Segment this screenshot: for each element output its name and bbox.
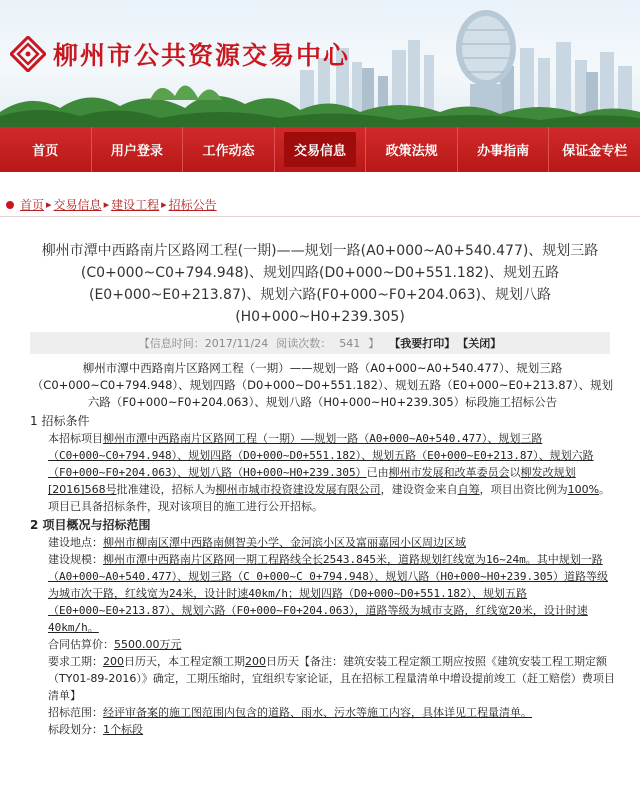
- price-value: 5500.00万元: [114, 638, 182, 651]
- approval-authority: 柳州市发展和改革委员会: [388, 466, 510, 479]
- article-title: 柳州市潭中西路南片区路网工程(一期)——规划一路(A0+000~A0+540.477)、规划三路(C0+000~C0+794.948)、规划四路(D0+000~D0+551.182)、规划五路(E0+000~E0+213.87)、规划六路(F0+000~F0+204.063)、规划八路(H0+000~H0+239.305): [41, 243, 599, 325]
- info-reads-value: 541: [339, 336, 361, 350]
- site-title: 柳州市公共资源交易中心: [53, 41, 351, 70]
- text-run: 本招标项目: [48, 432, 103, 445]
- nav-deposit[interactable]: [549, 127, 640, 172]
- nav-home[interactable]: [0, 127, 92, 172]
- main-nav: [0, 127, 640, 172]
- print-link[interactable]: 【我要打印】: [389, 337, 456, 350]
- project-name: 柳州市潭中西路南片区路网工程（一期）——规划一路（A0+000~A0+540.477）、规划三路（C0+000~C0+794.948）、规划四路（D0+000~D0+551.182）、规划五路（E0+000~E0+213.87）、规划六路（F0+000~F0+204.063）、规划八路（H0+000~H0+239.305）: [48, 432, 594, 479]
- tenderer-name: 柳州市城市投资建设发展有限公司: [215, 483, 381, 496]
- section-split-label: 标段划分：: [48, 723, 103, 736]
- period-days: 200: [103, 655, 124, 668]
- divider: [0, 216, 640, 217]
- scope-label: 招标范围：: [48, 706, 103, 719]
- chevron-right-icon: ▸: [46, 198, 52, 211]
- section-1-title: 1 招标条件: [30, 414, 90, 428]
- breadcrumb-trade-info[interactable]: 交易信息: [53, 198, 102, 212]
- period-row: [30, 653, 615, 704]
- text-run: ，项目出资比例为: [479, 483, 568, 496]
- nav-label: 工作动态: [202, 144, 255, 159]
- price-label: 合同估算价：: [48, 638, 114, 651]
- scale-value: 柳州市潭中西路南片区路网一期工程路线全长2543.845米，道路规划红线宽为16~24m。其中规划一路（A0+000~A0+540.477）、规划三路（C 0+000~C 0+794.948）、规划八路（H0+000~H0+239.305）道路等级为城市次干路，红线宽为24米，设计时速40km/h；规划四路（D0+000~D0+551.182）、规划五路（E0+000~E0+213.87）、规划六路（F0+000~F0+204.063），道路等级为城市支路，红线宽20米，设计时速40km/h。: [48, 553, 608, 634]
- notice-heading: 柳州市潭中西路南片区路网工程（一期）——规划一路（A0+000~A0+540.477）、规划三路（C0+000~C0+794.948）、规划四路（D0+000~D0+551.182）、规划五路（E0+000~E0+213.87）、规划六路（F0+000~F0+204.063）、规划八路（H0+000~H0+239.305）标段施工招标公告: [31, 361, 614, 409]
- chevron-right-icon: ▸: [161, 198, 167, 211]
- nav-guide[interactable]: [458, 127, 550, 172]
- nav-label: 办事指南: [477, 144, 530, 159]
- nav-label: 用户登录: [110, 144, 163, 159]
- breadcrumb-construction[interactable]: 建设工程: [111, 198, 160, 212]
- section-split-value: 1个标段: [103, 723, 143, 736]
- location-value: 柳州市柳南区潭中西路南侧智美小学、金河滨小区及富丽嘉园小区周边区域: [103, 536, 466, 549]
- text-run: 日历天，本工程定额工期: [124, 655, 245, 668]
- location-label: 建设地点：: [48, 536, 103, 549]
- chevron-right-icon: ▸: [103, 198, 110, 211]
- article-body: [30, 360, 615, 738]
- breadcrumb-home[interactable]: 首页: [20, 198, 45, 212]
- close-link[interactable]: 【关闭】: [457, 337, 502, 350]
- info-reads-label: 阅读次数：: [276, 337, 332, 350]
- info-time-label: 【信息时间：: [138, 337, 205, 350]
- scope-value: 经评审备案的施工图范围内包含的道路、雨水、污水等施工内容，具体详见工程量清单。: [103, 706, 532, 719]
- scale-label: 建设规模：: [48, 553, 103, 566]
- nav-label: 政策法规: [385, 144, 438, 159]
- nav-policy[interactable]: [366, 127, 458, 172]
- scale-row: [30, 551, 615, 636]
- nav-work-news[interactable]: [183, 127, 275, 172]
- text-run: ，建设资金来自: [380, 483, 458, 496]
- header-banner: [0, 0, 640, 127]
- section-1-paragraph: [30, 430, 615, 515]
- nav-trade-info[interactable]: [275, 127, 367, 172]
- info-reads-close: 】: [368, 337, 380, 350]
- period-note: 日历天【备注：建筑安装工程定额工期应按照《建筑安装工程工期定额（TY01-89-2016）》确定，工期压缩时，宜组织专家论证，且在招标工程量清单中增设提前竣工（赶工赔偿）费项目清单】: [48, 655, 615, 702]
- text-run: 以: [509, 466, 521, 479]
- nav-label: 保证金专栏: [562, 144, 628, 159]
- approval-number: 柳发改规划[2016]568号: [48, 466, 576, 496]
- breadcrumb-tender-notice[interactable]: 招标公告: [168, 198, 217, 212]
- location-row: [30, 534, 615, 551]
- section-split-row: [30, 721, 615, 738]
- scope-row: [30, 704, 615, 721]
- nav-login[interactable]: [92, 127, 184, 172]
- text-run: 批准建设，招标人为: [116, 483, 216, 496]
- nav-label: 交易信息: [284, 132, 356, 167]
- bullet-icon: [6, 201, 14, 209]
- fund-ratio: 100%: [567, 483, 600, 496]
- logo-icon: [10, 36, 46, 72]
- text-run: 已由: [366, 466, 389, 479]
- price-row: [30, 636, 615, 653]
- quota-days: 200: [245, 655, 266, 668]
- breadcrumb: [6, 196, 217, 213]
- nav-label: 首页: [32, 144, 59, 159]
- article-info-bar: [30, 332, 610, 354]
- section-2-title: 2 项目概况与招标范围: [30, 518, 151, 532]
- text-run: 。项目已具备招标条件，现对该项目的施工进行公开招标。: [48, 483, 611, 513]
- info-time-value: 2017/11/24: [204, 336, 269, 350]
- period-label: 要求工期：: [48, 655, 103, 668]
- fund-source: 自筹: [457, 483, 480, 496]
